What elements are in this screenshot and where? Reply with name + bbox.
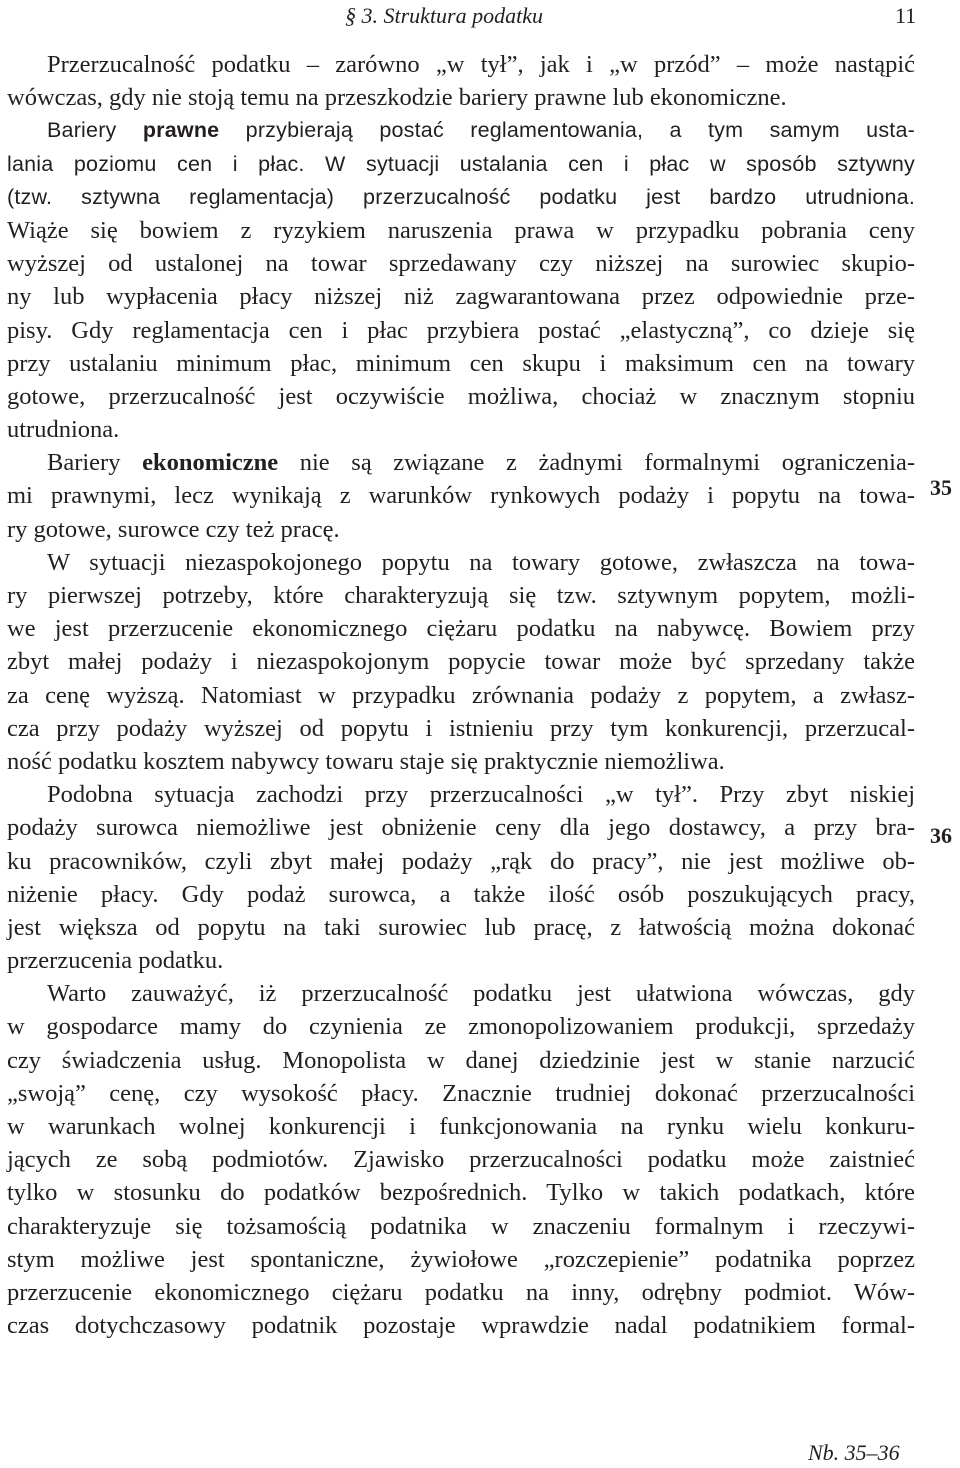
text-line: niżenie płacy. Gdy podaż surowca, a także ilość osób poszukujących pracy, [7,880,915,908]
text-line: ry pierwszej potrzeby, które charakteryzują się tzw. sztywnym popytem, możli- [7,582,915,609]
text-line: (tzw. sztywna reglamentacja) przerzucalność podatku jest bardzo utrudniona. [7,184,915,209]
text-line: ność podatku kosztem nabywcy towaru staje się praktycznie niemożliwa. [7,747,725,775]
text-line: Podobna sytuacja zachodzi przy przerzucalności „w tył”. Przy zbyt niskiej [47,781,915,809]
emphasis-prawne: prawne [142,118,220,143]
page-number: 11 [895,3,917,28]
text-line: Bariery ekonomiczne nie są związane z żadnymi formalnymi ograniczenia- [47,449,915,477]
text-line: jących ze sobą podmiotów. Zjawisko przerzucalności podatku może zaistnieć [7,1146,915,1174]
text-line: przerzucenie ekonomicznego ciężaru podatku na inny, odrębny podmiot. Wów- [7,1278,915,1306]
text-line: stym możliwe jest spontaniczne, żywiołowe „rozczepienie” podatnika poprzez [7,1245,915,1273]
text-line: wyższej od ustalonej na towar sprzedawany czy niższej na surowiec skupio- [7,250,915,278]
margin-number: 35 [930,475,952,500]
margin-number: 36 [930,823,952,848]
text-line: przy ustalaniu minimum płac, minimum cen skupu i maksimum cen na towary [7,349,915,377]
text-line: lania poziomu cen i płac. W sytuacji ustalania cen i płac w sposób sztywny [7,151,915,176]
text-line: przerzucenia podatku. [7,947,224,975]
text-line: mi prawnymi, lecz wynikają z warunków rynkowych podaży i popytu na towa- [7,482,915,510]
text-line: w gospodarce mamy do czynienia ze zmonopolizowaniem produkcji, sprzedaży [7,1013,915,1041]
body-text [7,48,915,1342]
text-line: Przerzucalność podatku – zarówno „w tył”, jak i „w przód” – może nastąpić [47,51,915,78]
text-line: czas dotychczasowy podatnik pozostaje wprawdzie nadal podatnikiem formal- [7,1312,915,1340]
text-line: ny lub wypłacenia płacy niższej niż zagwarantowana przez odpowiednie prze- [7,283,915,311]
text-line: za cenę wyższą. Natomiast w przypadku zrównania podaży z popytem, a zwłasz- [7,681,915,709]
text-line: gotowe, przerzucalność jest oczywiście możliwa, chociaż w znacznym stopniu [7,382,915,410]
running-head: § 3. Struktura podatku [345,3,543,28]
text-line: czy świadczenia usług. Monopolista w danej dziedzinie jest w stanie narzucić [7,1046,915,1074]
text-line: Warto zauważyć, iż przerzucalność podatku jest ułatwiona wówczas, gdy [47,980,915,1008]
text-line: Bariery prawne przybierają postać reglamentowania, a tym samym usta- [47,118,915,143]
text-line: w warunkach wolnej konkurencji i funkcjonowania na rynku wielu konkuru- [7,1113,915,1140]
text-line: „swoją” cenę, czy wysokość płacy. Znacznie trudniej dokonać przerzucalności [7,1079,915,1107]
text-line: we jest przerzucenie ekonomicznego ciężaru podatku na nabywcę. Bowiem przy [7,615,915,643]
text-line: Wiąże się bowiem z ryzykiem naruszenia prawa w przypadku pobrania ceny [7,216,915,244]
text-line: wówczas, gdy nie stoją temu na przeszkodzie bariery prawne lub ekonomiczne. [7,84,787,112]
text-line: ku pracowników, czyli zbyt małej podaży „rąk do pracy”, nie jest możliwe ob- [7,847,915,875]
text-line: cza przy podaży wyższej od popytu i istnieniu przy tym konkurencji, przerzucal- [7,714,915,742]
text-line: podaży surowca niemożliwe jest obniżenie ceny dla jego dostawcy, a przy bra- [7,814,915,842]
page-header [0,0,960,30]
text-line: ry gotowe, surowce czy też pracę. [7,515,340,543]
footer-reference: Nb. 35–36 [808,1440,900,1465]
text-line: zbyt małej podaży i niezaspokojonym popycie towar może być sprzedany także [7,648,915,676]
text-line: utrudniona. [7,416,120,444]
text-line: jest większa od popytu na taki surowiec lub pracę, z łatwością można dokonać [7,913,915,941]
text-line: W sytuacji niezaspokojonego popytu na towary gotowe, zwłaszcza na towa- [47,548,915,576]
text-line: charakteryzuje się tożsamością podatnika w znaczeniu formalnym i rzeczywi- [7,1212,915,1240]
emphasis-ekonomiczne: ekonomiczne [142,449,279,477]
text-line: tylko w stosunku do podatków bezpośrednich. Tylko w takich podatkach, które [7,1179,915,1207]
text-line: pisy. Gdy reglamentacja cen i płac przybiera postać „elastyczną”, co dzieje się [7,316,915,344]
